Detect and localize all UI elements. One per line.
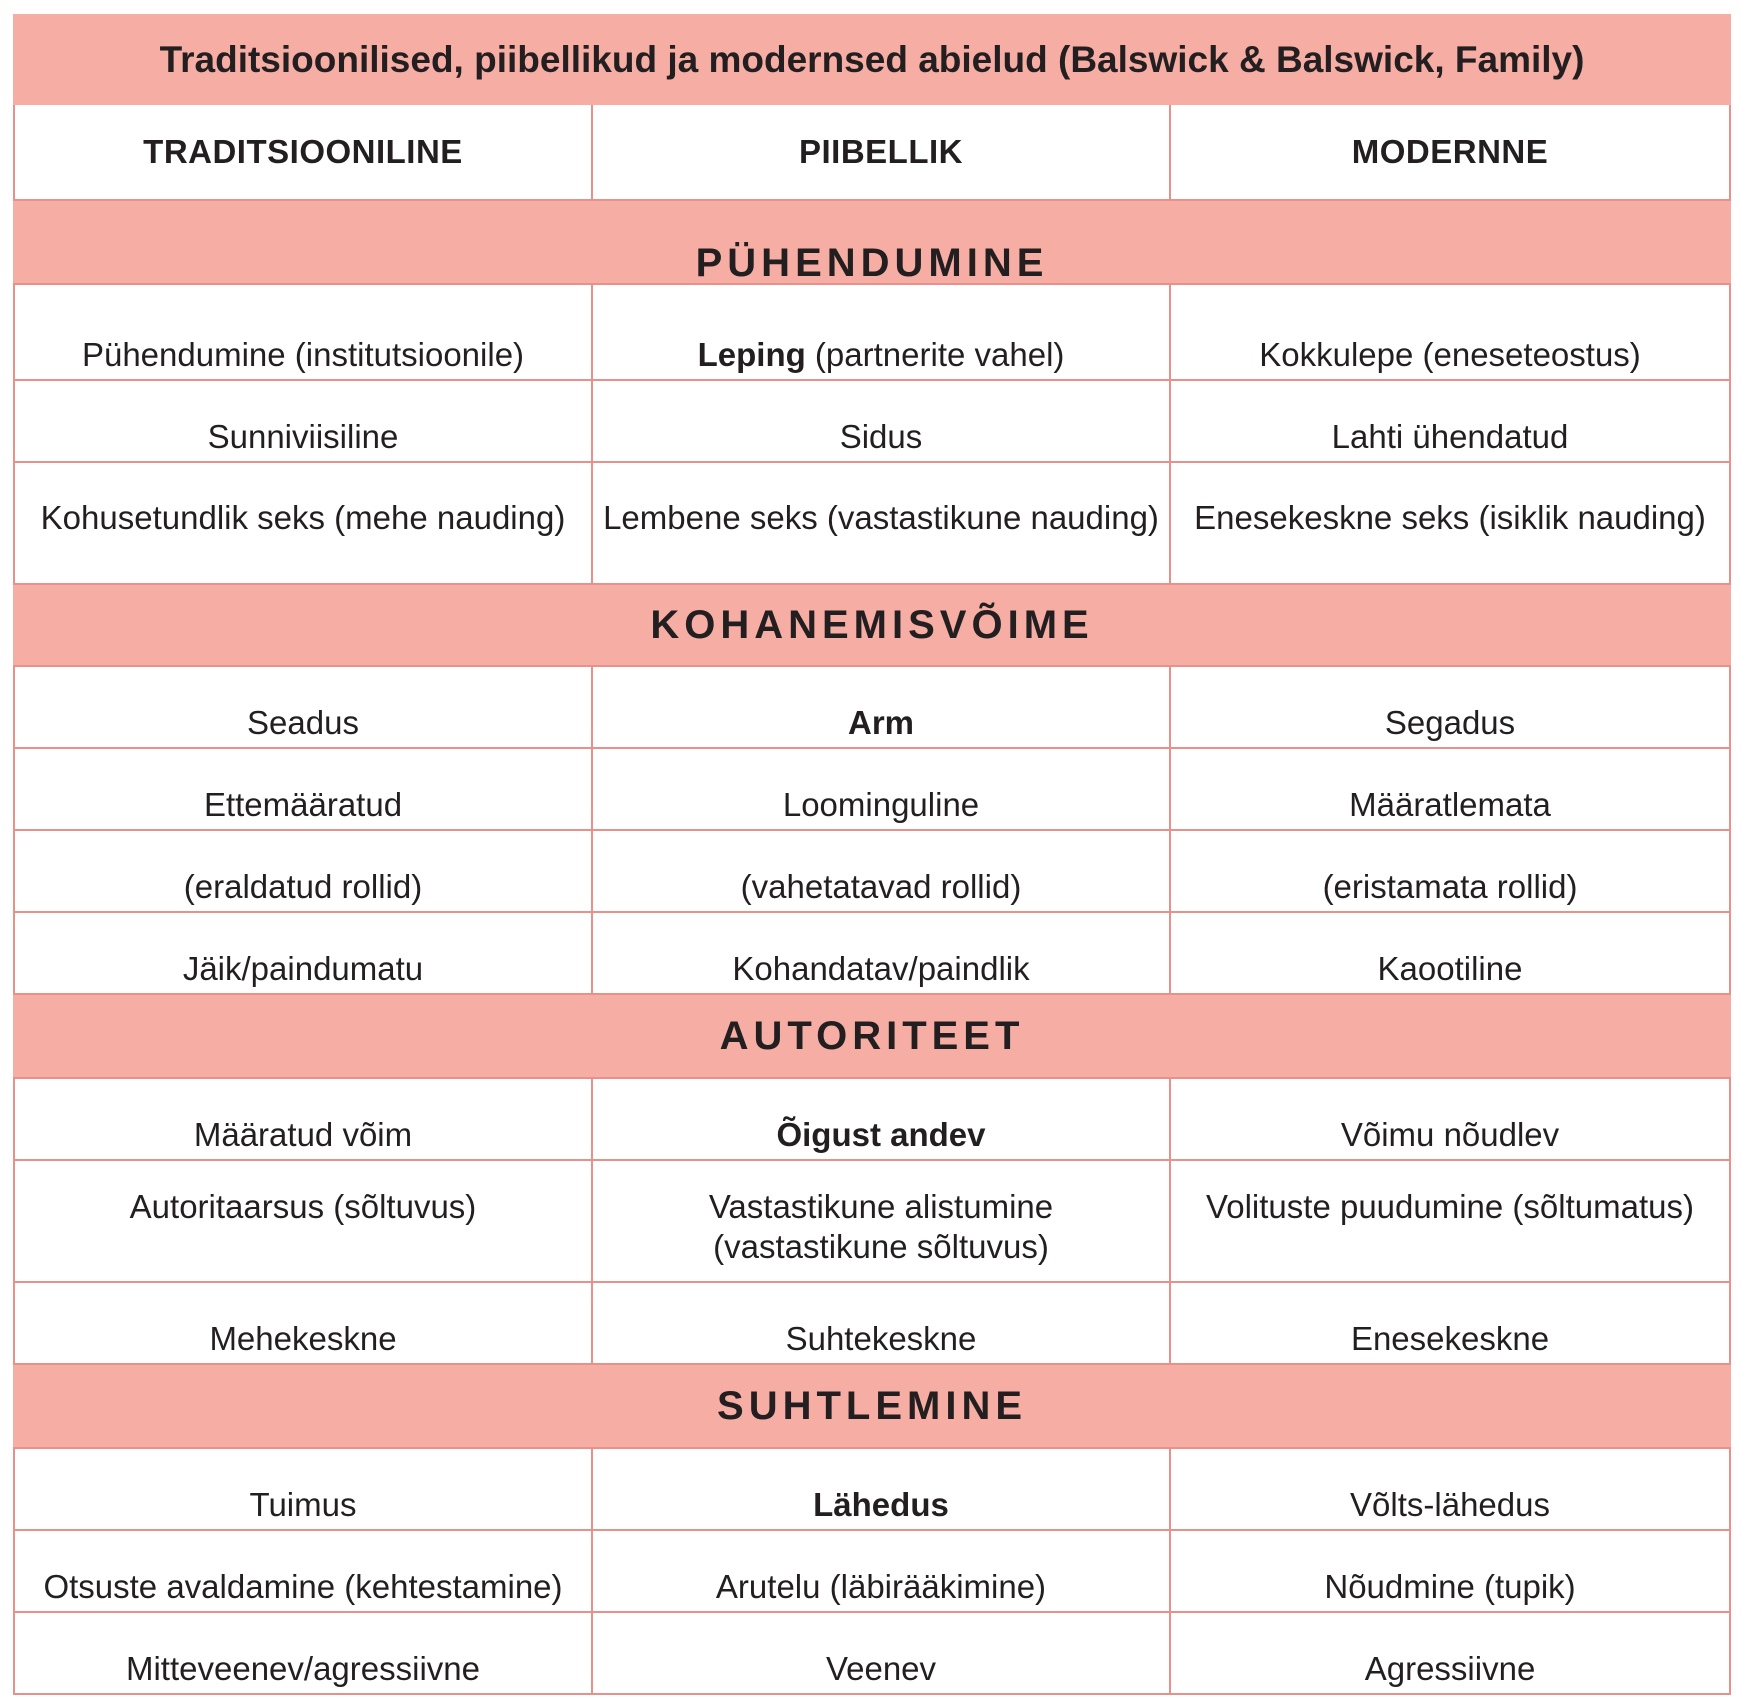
table-row	[14, 912, 1730, 994]
table-cell: Mehekeskne	[14, 1282, 592, 1364]
section-title: PÜHENDUMINE	[14, 200, 1730, 284]
table-title: Traditsioonilised, piibellikud ja modernsed abielud (Balswick & Balswick, Family)	[14, 15, 1730, 104]
table-cell: Enesekeskne	[1170, 1282, 1730, 1364]
column-header-biblical: PIIBELLIK	[592, 104, 1170, 200]
table-cell: Kohandatav/paindlik	[592, 912, 1170, 994]
table-cell: Võimu nõudlev	[1170, 1078, 1730, 1160]
table-row	[14, 830, 1730, 912]
section-header-row	[14, 994, 1730, 1078]
marriage-comparison-table	[13, 14, 1731, 1695]
table-cell: Lembene seks (vastastikune nauding)	[592, 462, 1170, 584]
table-cell	[592, 284, 1170, 380]
table-row	[14, 1160, 1730, 1282]
cell-text: (partnerite vahel)	[805, 336, 1065, 373]
table-cell: Autoritaarsus (sõltuvus)	[14, 1160, 592, 1282]
section-title: KOHANEMISVÕIME	[14, 584, 1730, 666]
table-cell: Tuimus	[14, 1448, 592, 1530]
table-cell: Kohusetundlik seks (mehe nauding)	[14, 462, 592, 584]
table-row	[14, 1282, 1730, 1364]
table-row	[14, 380, 1730, 462]
table-cell: Seadus	[14, 666, 592, 748]
cell-emphasis: Leping	[697, 336, 806, 373]
table-cell: Enesekeskne seks (isiklik nauding)	[1170, 462, 1730, 584]
cell-emphasis: Arm	[847, 704, 915, 741]
table-cell: Kaootiline	[1170, 912, 1730, 994]
column-header-row	[14, 104, 1730, 200]
table-cell: Volituste puudumine (sõltumatus)	[1170, 1160, 1730, 1282]
table-cell: Otsuste avaldamine (kehtestamine)	[14, 1530, 592, 1612]
table-cell: Määratlemata	[1170, 748, 1730, 830]
table-cell: Sidus	[592, 380, 1170, 462]
table-cell: Pühendumine (institutsioonile)	[14, 284, 592, 380]
table-cell: (eristamata rollid)	[1170, 830, 1730, 912]
table-row	[14, 1078, 1730, 1160]
table-cell: Võlts-lähedus	[1170, 1448, 1730, 1530]
table-row	[14, 284, 1730, 380]
table-cell: Määratud võim	[14, 1078, 592, 1160]
table-cell: Loominguline	[592, 748, 1170, 830]
section-header-row	[14, 1364, 1730, 1448]
table-row	[14, 1448, 1730, 1530]
table-cell	[592, 1448, 1170, 1530]
table-cell	[592, 1078, 1170, 1160]
table-cell: Sunniviisiline	[14, 380, 592, 462]
table-cell: Suhtekeskne	[592, 1282, 1170, 1364]
table-row	[14, 1530, 1730, 1612]
column-header-modern: MODERNNE	[1170, 104, 1730, 200]
table-cell: (vahetatavad rollid)	[592, 830, 1170, 912]
table-cell: Mitteveenev/agressiivne	[14, 1612, 592, 1694]
table-row	[14, 748, 1730, 830]
table-cell: (eraldatud rollid)	[14, 830, 592, 912]
table-cell: Veenev	[592, 1612, 1170, 1694]
section-header-row	[14, 584, 1730, 666]
column-header-traditional: TRADITSIOONILINE	[14, 104, 592, 200]
table-cell: Lahti ühendatud	[1170, 380, 1730, 462]
table-cell: Nõudmine (tupik)	[1170, 1530, 1730, 1612]
table-cell: Ettemääratud	[14, 748, 592, 830]
table-cell: Kokkulepe (eneseteostus)	[1170, 284, 1730, 380]
cell-emphasis: Lähedus	[813, 1486, 949, 1523]
table-row	[14, 1612, 1730, 1694]
table-cell: Arutelu (läbirääkimine)	[592, 1530, 1170, 1612]
table-cell: Jäik/paindumatu	[14, 912, 592, 994]
cell-emphasis: Õigust andev	[776, 1116, 986, 1153]
table-row	[14, 462, 1730, 584]
section-header-row	[14, 200, 1730, 284]
section-title: SUHTLEMINE	[14, 1364, 1730, 1448]
table-row	[14, 666, 1730, 748]
table-title-row	[14, 15, 1730, 104]
section-title: AUTORITEET	[14, 994, 1730, 1078]
table-cell: Vastastikune alistumine (vastastikune sõltuvus)	[592, 1160, 1170, 1282]
table-cell	[592, 666, 1170, 748]
table-cell: Segadus	[1170, 666, 1730, 748]
table-cell: Agressiivne	[1170, 1612, 1730, 1694]
